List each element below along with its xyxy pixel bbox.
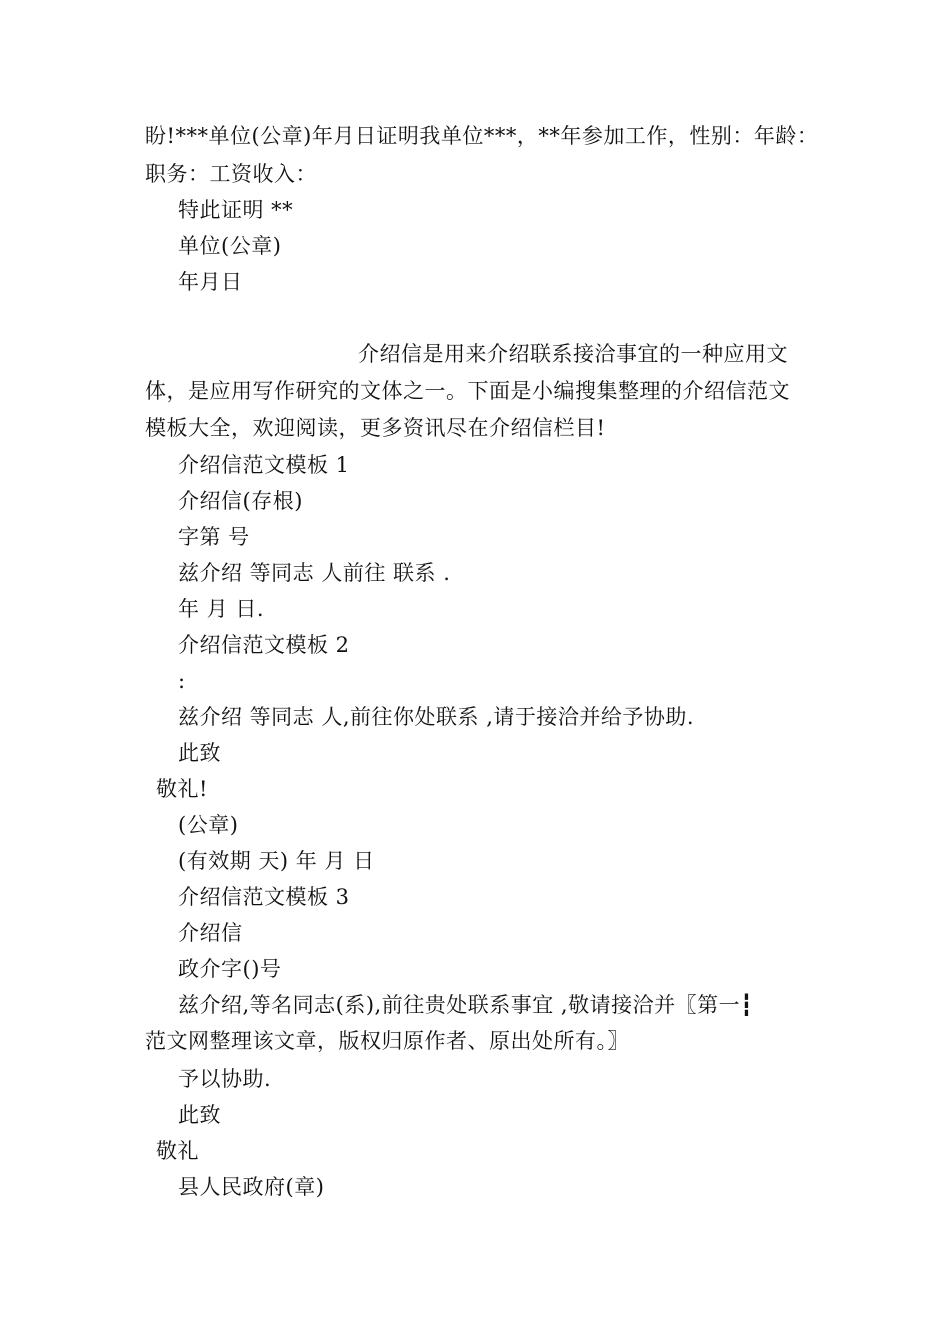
text-line: 介绍信 (178, 921, 243, 945)
section-heading: 介绍信范文模板 3 (178, 885, 350, 909)
text-line: 介绍信(存根) (178, 489, 303, 513)
section-heading: 介绍信范文模板 2 (178, 633, 350, 657)
text-line: 体，是应用写作研究的文体之一。下面是小编搜集整理的介绍信范文 (145, 379, 790, 403)
text-line: 政介字()号 (178, 957, 282, 981)
text-line: (有效期 天) 年 月 日 (178, 849, 375, 873)
text-line: 敬礼! (156, 777, 208, 801)
text-line: 单位(公章) (178, 234, 282, 258)
text-line: 模板大全，欢迎阅读，更多资讯尽在介绍信栏目! (145, 416, 606, 440)
text-line: 兹介绍,等名同志(系),前往贵处联系事宜 ,敬请接洽并〖第一┇ (178, 993, 754, 1017)
text-line: 范文网整理该文章，版权归原作者、原出处所有。〗 (145, 1029, 629, 1053)
text-line: 此致 (178, 1103, 221, 1127)
text-line: 特此证明 ** (178, 198, 294, 222)
text-line: 介绍信是用来介绍联系接洽事宜的一种应用文 (358, 342, 788, 366)
text-line: (公章) (178, 813, 239, 837)
text-line: 年月日 (178, 270, 243, 294)
text-line: 字第 号 (178, 525, 250, 549)
text-line: 兹介绍 等同志 人,前往你处联系 ,请于接洽并给予协助. (178, 705, 695, 729)
text-line: 敬礼 (156, 1139, 199, 1163)
text-line: : (178, 669, 186, 693)
text-line: 盼!***单位(公章)年月日证明我单位***，**年参加工作，性别：年龄： (145, 124, 819, 148)
text-line: 此致 (178, 741, 221, 765)
text-line: 兹介绍 等同志 人前往 联系 . (178, 561, 451, 585)
section-heading: 介绍信范文模板 1 (178, 453, 350, 477)
text-line: 职务：工资收入： (145, 162, 317, 186)
text-line: 县人民政府(章) (178, 1175, 325, 1199)
text-line: 年 月 日. (178, 597, 265, 621)
text-line: 予以协助. (178, 1067, 272, 1091)
